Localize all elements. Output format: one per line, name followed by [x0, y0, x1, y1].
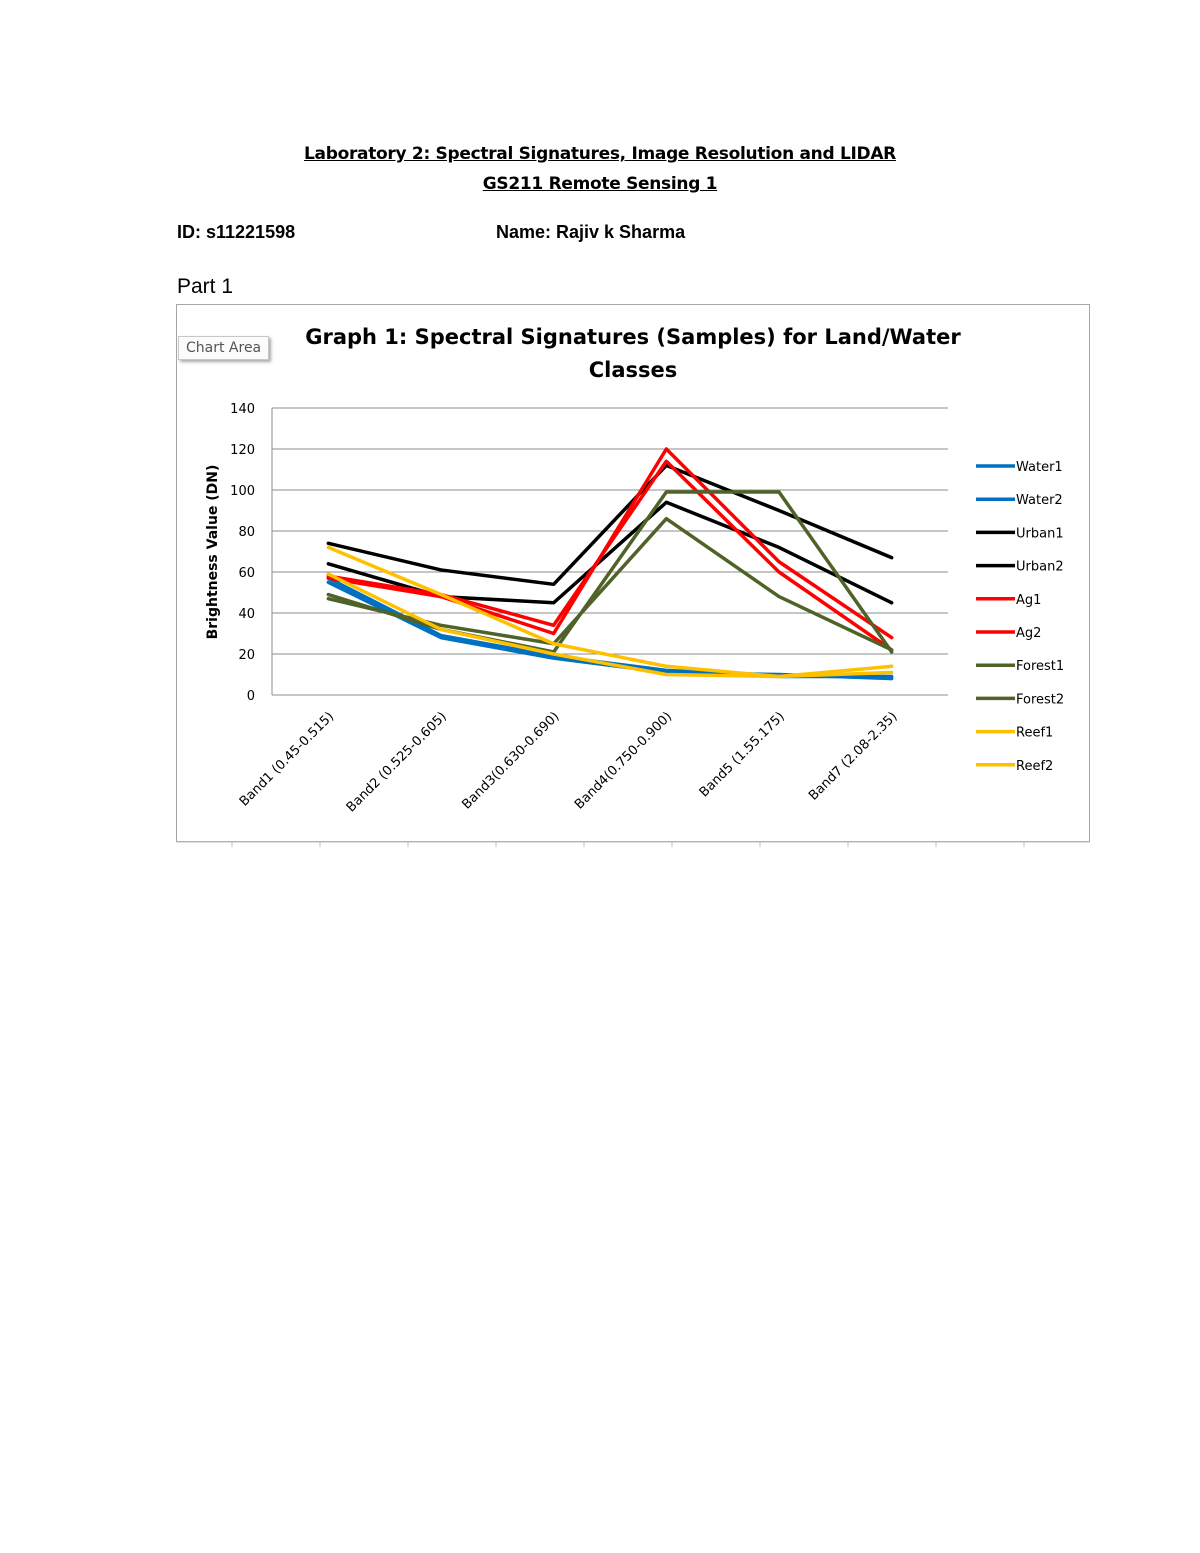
y-tick-label: 0 — [246, 689, 255, 704]
x-tick-label: Band4(0.750-0.900) — [571, 709, 676, 813]
y-tick-label: 80 — [238, 525, 255, 540]
x-tick-label: Band7 (2.08-2.35) — [806, 709, 901, 804]
y-tick-label: 40 — [238, 607, 255, 622]
y-tick-label: 20 — [238, 648, 255, 663]
chart-frame[interactable] — [176, 304, 1090, 842]
legend-label: Reef1 — [1016, 725, 1054, 741]
line-chart — [177, 305, 1091, 843]
legend-label: Forest1 — [1016, 659, 1065, 675]
chart-title-line1: Graph 1: Spectral Signatures (Samples) for Land/Water — [305, 325, 961, 349]
y-axis-label: Brightness Value (DN) — [205, 464, 221, 640]
x-tick-label: Band1 (0.45-0.515) — [236, 709, 338, 810]
y-tick-label: 140 — [230, 402, 255, 417]
legend-label: Urban2 — [1016, 559, 1064, 575]
y-tick-label: 120 — [230, 443, 255, 458]
student-id: ID: s11221598 — [177, 222, 296, 242]
legend-label: Water2 — [1016, 493, 1063, 509]
part-heading: Part 1 — [177, 275, 234, 298]
column-ruler — [176, 841, 1091, 849]
y-tick-label: 100 — [230, 484, 255, 499]
legend-label: Reef2 — [1016, 758, 1054, 774]
student-name: Name: Rajiv k Sharma — [496, 222, 686, 242]
document-title: Laboratory 2: Spectral Signatures, Image Resolution and LIDAR — [304, 144, 896, 164]
x-tick-label: Band5 (1.55.175) — [696, 709, 788, 801]
y-tick-label: 60 — [238, 566, 255, 581]
legend-label: Water1 — [1016, 460, 1063, 475]
x-tick-label: Band3(0.630-0.690) — [459, 709, 563, 813]
legend — [976, 460, 1064, 774]
y-tick-labels — [230, 402, 255, 704]
series-line-reef1 — [328, 547, 891, 676]
legend-label: Ag2 — [1016, 626, 1042, 641]
x-tick-label: Band2 (0.525-0.605) — [343, 709, 450, 816]
legend-label: Ag1 — [1016, 592, 1042, 608]
x-tick-labels — [237, 709, 901, 815]
series-line-urban2 — [328, 502, 891, 602]
legend-label: Urban1 — [1016, 526, 1064, 542]
series-line-urban1 — [328, 465, 891, 584]
chart-title-line2: Classes — [588, 358, 678, 382]
series-lines — [328, 449, 891, 679]
course-title: GS211 Remote Sensing 1 — [482, 174, 718, 194]
legend-label: Forest2 — [1016, 692, 1065, 708]
chart-area-tooltip: Chart Area — [178, 336, 269, 360]
